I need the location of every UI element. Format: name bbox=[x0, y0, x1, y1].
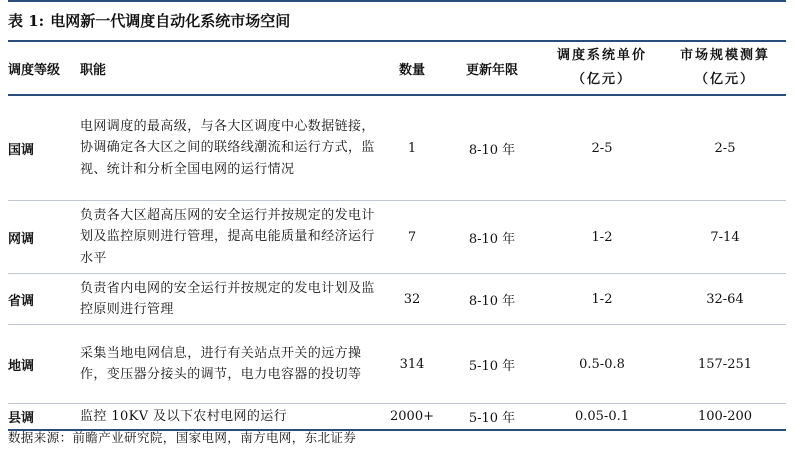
top-rule bbox=[8, 0, 786, 2]
cell-level: 县调 bbox=[8, 404, 80, 431]
header-count: 数量 bbox=[380, 41, 444, 95]
header-update-years: 更新年限 bbox=[444, 41, 540, 95]
cell-level: 国调 bbox=[8, 95, 80, 201]
cell-count: 32 bbox=[380, 274, 444, 325]
table-row bbox=[8, 201, 786, 274]
header-level: 调度等级 bbox=[8, 41, 80, 95]
cell-unit-price: 0.05-0.1 bbox=[540, 404, 664, 431]
cell-level: 地调 bbox=[8, 325, 80, 404]
cell-market-size: 157-251 bbox=[664, 325, 786, 404]
cell-unit-price: 1-2 bbox=[540, 274, 664, 325]
cell-update-years: 5-10 年 bbox=[444, 325, 540, 404]
cell-update-years: 5-10 年 bbox=[444, 404, 540, 431]
header-market-size bbox=[664, 41, 786, 95]
table-row bbox=[8, 274, 786, 325]
header-unit-price-line2: （亿元） bbox=[571, 72, 632, 87]
table-title bbox=[8, 10, 290, 32]
header-market-line2: （亿元） bbox=[694, 72, 755, 87]
cell-unit-price: 0.5-0.8 bbox=[540, 325, 664, 404]
header-unit-price bbox=[540, 41, 664, 95]
cell-count: 1 bbox=[380, 95, 444, 201]
header-row bbox=[8, 41, 786, 95]
cell-function: 负责省内电网的安全运行并按规定的发电计划及监控原则进行管理 bbox=[80, 274, 380, 325]
cell-level: 省调 bbox=[8, 274, 80, 325]
cell-update-years: 8-10 年 bbox=[444, 274, 540, 325]
cell-function: 采集当地电网信息，进行有关站点开关的远方操作，变压器分接头的调节，电力电容器的投切等 bbox=[80, 325, 380, 404]
table-number-label: 表 1: bbox=[8, 12, 45, 30]
cell-function: 监控 10KV 及以下农村电网的运行 bbox=[80, 404, 380, 431]
cell-count: 2000+ bbox=[380, 404, 444, 431]
cell-update-years: 8-10 年 bbox=[444, 95, 540, 201]
table-row bbox=[8, 95, 786, 201]
header-function: 职能 bbox=[80, 41, 380, 95]
cell-count: 314 bbox=[380, 325, 444, 404]
cell-market-size: 32-64 bbox=[664, 274, 786, 325]
table-row bbox=[8, 325, 786, 404]
cell-level: 网调 bbox=[8, 201, 80, 274]
cell-unit-price: 1-2 bbox=[540, 201, 664, 274]
cell-market-size: 100-200 bbox=[664, 404, 786, 431]
cell-market-size: 2-5 bbox=[664, 95, 786, 201]
market-space-table bbox=[8, 40, 786, 431]
cell-unit-price: 2-5 bbox=[540, 95, 664, 201]
data-source-note: 数据来源：前瞻产业研究院，国家电网，南方电网，东北证券 bbox=[8, 430, 357, 445]
cell-update-years: 8-10 年 bbox=[444, 201, 540, 274]
header-unit-price-line1: 调度系统单价 bbox=[556, 48, 647, 63]
table-row bbox=[8, 404, 786, 431]
header-market-line1: 市场规模测算 bbox=[679, 48, 770, 63]
cell-market-size: 7-14 bbox=[664, 201, 786, 274]
table-title-text: 电网新一代调度自动化系统市场空间 bbox=[50, 12, 291, 30]
cell-count: 7 bbox=[380, 201, 444, 274]
cell-function: 电网调度的最高级，与各大区调度中心数据链接，协调确定各大区之间的联络线潮流和运行方式，监视、统计和分析全国电网的运行情况 bbox=[80, 95, 380, 201]
cell-function: 负责各大区超高压网的安全运行并按规定的发电计划及监控原则进行管理，提高电能质量和经济运行水平 bbox=[80, 201, 380, 274]
